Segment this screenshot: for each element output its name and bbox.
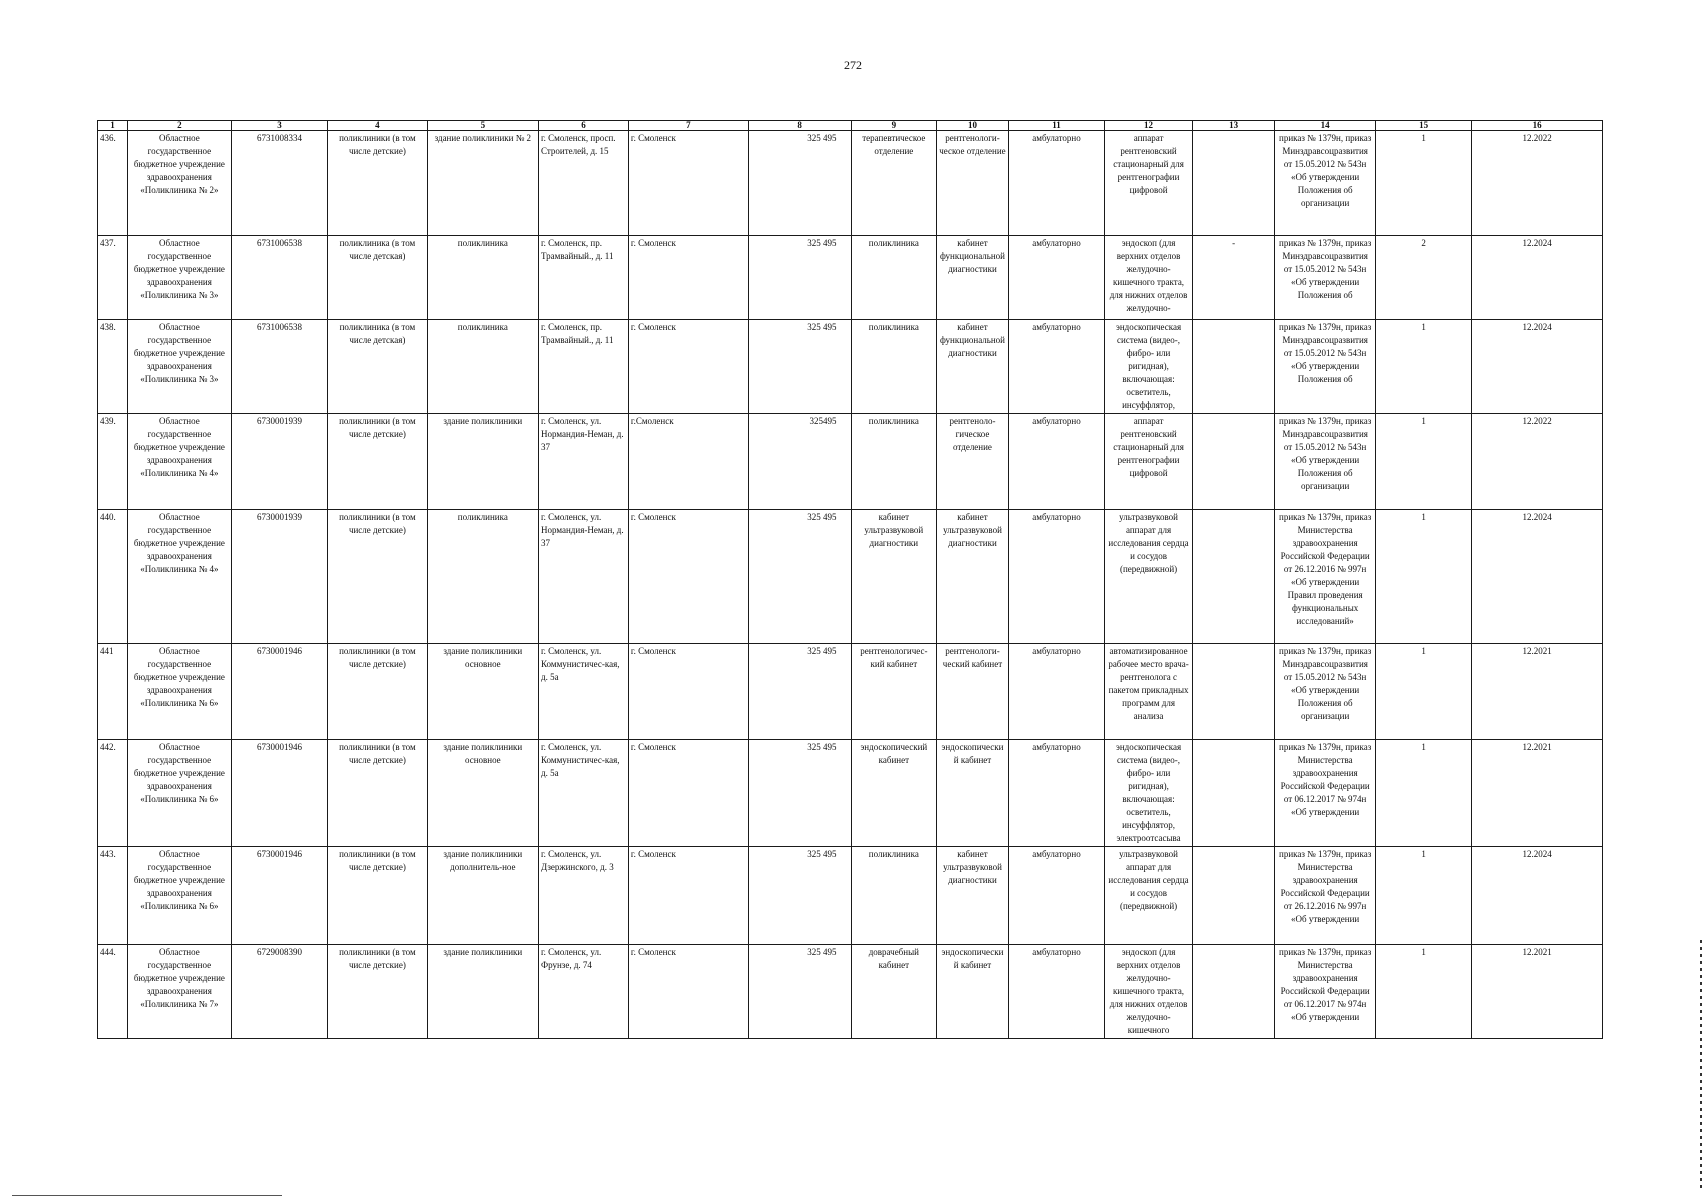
col-header: 7 bbox=[628, 121, 748, 131]
quantity: 1 bbox=[1375, 644, 1471, 740]
equipment-table bbox=[97, 120, 1603, 1039]
due-date: 12.2024 bbox=[1472, 320, 1603, 414]
address: г. Смоленск, просп. Строителей, д. 15 bbox=[538, 131, 628, 236]
inn-code: 6730001946 bbox=[231, 847, 327, 945]
organization-name: Областное государственное бюджетное учреждение здравоохранения «Поликлиника № 6» bbox=[127, 847, 231, 945]
care-mode: амбулаторно bbox=[1008, 320, 1104, 414]
due-date: 12.2024 bbox=[1472, 510, 1603, 644]
inn-code: 6730001946 bbox=[231, 644, 327, 740]
facility-type: поликлиники (в том числе детские) bbox=[328, 510, 428, 644]
care-mode: амбулаторно bbox=[1008, 510, 1104, 644]
legal-order: приказ № 1379н, приказ Минздравсоцразвития от 15.05.2012 № 543н «Об утверждении Положения об организации bbox=[1275, 414, 1376, 510]
row-number: 438. bbox=[98, 320, 128, 414]
building-name: здание поликлиники № 2 bbox=[427, 131, 538, 236]
row-number: 440. bbox=[98, 510, 128, 644]
legal-order: приказ № 1379н, приказ Минздравсоцразвития от 15.05.2012 № 543н «Об утверждении Положения об организации bbox=[1275, 644, 1376, 740]
col-header: 16 bbox=[1472, 121, 1603, 131]
row-number: 441 bbox=[98, 644, 128, 740]
building-name: здание поликлиники дополнитель-ное bbox=[427, 847, 538, 945]
city: г. Смоленск bbox=[628, 740, 748, 847]
inn-code: 6730001939 bbox=[231, 414, 327, 510]
organization-name: Областное государственное бюджетное учреждение здравоохранения «Поликлиника № 6» bbox=[127, 644, 231, 740]
organization-name: Областное государственное бюджетное учреждение здравоохранения «Поликлиника № 6» bbox=[127, 740, 231, 847]
department: кабинет ультразвуковой диагностики bbox=[851, 510, 937, 644]
care-mode: амбулаторно bbox=[1008, 414, 1104, 510]
city: г. Смоленск bbox=[628, 847, 748, 945]
care-mode: амбулаторно bbox=[1008, 131, 1104, 236]
quantity: 2 bbox=[1375, 236, 1471, 320]
organization-name: Областное государственное бюджетное учреждение здравоохранения «Поликлиника № 4» bbox=[127, 414, 231, 510]
facility-type: поликлиники (в том числе детские) bbox=[328, 945, 428, 1039]
column-13: - bbox=[1192, 236, 1274, 320]
equipment-name: автоматизированное рабочее место врача-рентгенолога с пакетом прикладных программ для анализа bbox=[1105, 644, 1193, 740]
department: поликлиника bbox=[851, 236, 937, 320]
row-number: 443. bbox=[98, 847, 128, 945]
organization-name: Областное государственное бюджетное учреждение здравоохранения «Поликлиника № 4» bbox=[127, 510, 231, 644]
quantity: 1 bbox=[1375, 414, 1471, 510]
organization-name: Областное государственное бюджетное учреждение здравоохранения «Поликлиника № 2» bbox=[127, 131, 231, 236]
table-row bbox=[98, 847, 1603, 945]
equipment-name: аппарат рентгеновский стационарный для рентгенографии цифровой bbox=[1105, 131, 1193, 236]
col-header: 1 bbox=[98, 121, 128, 131]
col-header: 8 bbox=[748, 121, 851, 131]
equipment-name: эндоскоп (для верхних отделов желудочно-кишечного тракта, для нижних отделов желудочно- bbox=[1105, 236, 1193, 320]
row-number: 436. bbox=[98, 131, 128, 236]
due-date: 12.2021 bbox=[1472, 740, 1603, 847]
department: поликлиника bbox=[851, 320, 937, 414]
oktmo-code: 325 495 bbox=[748, 740, 851, 847]
row-number: 444. bbox=[98, 945, 128, 1039]
address: г. Смоленск, пр. Трамвайный., д. 11 bbox=[538, 236, 628, 320]
facility-type: поликлиника (в том числе детская) bbox=[328, 320, 428, 414]
inn-code: 6731006538 bbox=[231, 320, 327, 414]
col-header: 10 bbox=[937, 121, 1009, 131]
department: эндоскопический кабинет bbox=[851, 740, 937, 847]
unit-name: рентгенологи-ческий кабинет bbox=[937, 644, 1009, 740]
unit-name: кабинет функциональной диагностики bbox=[937, 236, 1009, 320]
inn-code: 6729008390 bbox=[231, 945, 327, 1039]
col-header: 3 bbox=[231, 121, 327, 131]
inn-code: 6730001946 bbox=[231, 740, 327, 847]
due-date: 12.2022 bbox=[1472, 131, 1603, 236]
unit-name: рентгеноло-гическое отделение bbox=[937, 414, 1009, 510]
care-mode: амбулаторно bbox=[1008, 945, 1104, 1039]
oktmo-code: 325 495 bbox=[748, 945, 851, 1039]
col-header: 15 bbox=[1375, 121, 1471, 131]
equipment-name: ультразвуковой аппарат для исследования сердца и сосудов (передвижной) bbox=[1105, 510, 1193, 644]
table-row bbox=[98, 740, 1603, 847]
due-date: 12.2022 bbox=[1472, 414, 1603, 510]
quantity: 1 bbox=[1375, 320, 1471, 414]
building-name: здание поликлиники bbox=[427, 945, 538, 1039]
col-header: 14 bbox=[1275, 121, 1376, 131]
col-header: 12 bbox=[1105, 121, 1193, 131]
due-date: 12.2021 bbox=[1472, 644, 1603, 740]
unit-name: эндоскопический кабинет bbox=[937, 740, 1009, 847]
table-row bbox=[98, 510, 1603, 644]
city: г. Смоленск bbox=[628, 131, 748, 236]
col-header: 2 bbox=[127, 121, 231, 131]
unit-name: эндоскопический кабинет bbox=[937, 945, 1009, 1039]
row-number: 442. bbox=[98, 740, 128, 847]
oktmo-code: 325 495 bbox=[748, 320, 851, 414]
address: г. Смоленск, ул. Нормандия-Неман, д. 37 bbox=[538, 510, 628, 644]
legal-order: приказ № 1379н, приказ Министерства здравоохранения Российской Федерации от 06.12.2017 № 974н «Об утверждении bbox=[1275, 945, 1376, 1039]
building-name: поликлиника bbox=[427, 320, 538, 414]
column-13 bbox=[1192, 510, 1274, 644]
quantity: 1 bbox=[1375, 945, 1471, 1039]
col-header: 4 bbox=[328, 121, 428, 131]
equipment-name: аппарат рентгеновский стационарный для рентгенографии цифровой bbox=[1105, 414, 1193, 510]
care-mode: амбулаторно bbox=[1008, 236, 1104, 320]
organization-name: Областное государственное бюджетное учреждение здравоохранения «Поликлиника № 3» bbox=[127, 236, 231, 320]
column-13 bbox=[1192, 320, 1274, 414]
quantity: 1 bbox=[1375, 510, 1471, 644]
row-number: 439. bbox=[98, 414, 128, 510]
oktmo-code: 325 495 bbox=[748, 644, 851, 740]
oktmo-code: 325 495 bbox=[748, 510, 851, 644]
header-row bbox=[98, 121, 1603, 131]
building-name: здание поликлиники основное bbox=[427, 740, 538, 847]
column-13 bbox=[1192, 740, 1274, 847]
unit-name: кабинет ультразвуковой диагностики bbox=[937, 847, 1009, 945]
address: г. Смоленск, ул. Коммунистичес-кая, д. 5а bbox=[538, 740, 628, 847]
building-name: здание поликлиники bbox=[427, 414, 538, 510]
oktmo-code: 325495 bbox=[748, 414, 851, 510]
legal-order: приказ № 1379н, приказ Минздравсоцразвития от 15.05.2012 № 543н «Об утверждении Положения об bbox=[1275, 236, 1376, 320]
unit-name: рентгенологи-ческое отделение bbox=[937, 131, 1009, 236]
address: г. Смоленск, ул. Нормандия-Неман, д. 37 bbox=[538, 414, 628, 510]
due-date: 12.2024 bbox=[1472, 847, 1603, 945]
quantity: 1 bbox=[1375, 131, 1471, 236]
footnote-line bbox=[12, 1195, 282, 1196]
table-row bbox=[98, 644, 1603, 740]
city: г. Смоленск bbox=[628, 510, 748, 644]
department: поликлиника bbox=[851, 847, 937, 945]
due-date: 12.2024 bbox=[1472, 236, 1603, 320]
facility-type: поликлиники (в том числе детские) bbox=[328, 740, 428, 847]
row-number: 437. bbox=[98, 236, 128, 320]
care-mode: амбулаторно bbox=[1008, 644, 1104, 740]
oktmo-code: 325 495 bbox=[748, 847, 851, 945]
building-name: поликлиника bbox=[427, 510, 538, 644]
address: г. Смоленск, ул. Фрунзе, д. 74 bbox=[538, 945, 628, 1039]
facility-type: поликлиники (в том числе детские) bbox=[328, 414, 428, 510]
facility-type: поликлиники (в том числе детские) bbox=[328, 847, 428, 945]
col-header: 13 bbox=[1192, 121, 1274, 131]
facility-type: поликлиника (в том числе детская) bbox=[328, 236, 428, 320]
oktmo-code: 325 495 bbox=[748, 131, 851, 236]
organization-name: Областное государственное бюджетное учреждение здравоохранения «Поликлиника № 3» bbox=[127, 320, 231, 414]
scan-margin-mark bbox=[1700, 940, 1702, 1190]
equipment-name: ультразвуковой аппарат для исследования сердца и сосудов (передвижной) bbox=[1105, 847, 1193, 945]
oktmo-code: 325 495 bbox=[748, 236, 851, 320]
col-header: 11 bbox=[1008, 121, 1104, 131]
city: г. Смоленск bbox=[628, 945, 748, 1039]
care-mode: амбулаторно bbox=[1008, 740, 1104, 847]
city: г.Смоленск bbox=[628, 414, 748, 510]
department: терапевтическое отделение bbox=[851, 131, 937, 236]
equipment-name: эндоскоп (для верхних отделов желудочно-кишечного тракта, для нижних отделов желудочно-кишечного bbox=[1105, 945, 1193, 1039]
column-13 bbox=[1192, 644, 1274, 740]
inn-code: 6731008334 bbox=[231, 131, 327, 236]
facility-type: поликлиники (в том числе детские) bbox=[328, 131, 428, 236]
legal-order: приказ № 1379н, приказ Министерства здравоохранения Российской Федерации от 26.12.2016 № 997н «Об утверждении Правил проведения функциональных исследований» bbox=[1275, 510, 1376, 644]
address: г. Смоленск, ул. Коммунистичес-кая, д. 5а bbox=[538, 644, 628, 740]
legal-order: приказ № 1379н, приказ Министерства здравоохранения Российской Федерации от 26.12.2016 № 997н «Об утверждении bbox=[1275, 847, 1376, 945]
legal-order: приказ № 1379н, приказ Министерства здравоохранения Российской Федерации от 06.12.2017 № 974н «Об утверждении bbox=[1275, 740, 1376, 847]
page-number: 272 bbox=[844, 58, 862, 72]
table-row bbox=[98, 414, 1603, 510]
col-header: 9 bbox=[851, 121, 937, 131]
legal-order: приказ № 1379н, приказ Минздравсоцразвития от 15.05.2012 № 543н «Об утверждении Положения об bbox=[1275, 320, 1376, 414]
address: г. Смоленск, ул. Дзержинского, д. 3 bbox=[538, 847, 628, 945]
city: г. Смоленск bbox=[628, 320, 748, 414]
legal-order: приказ № 1379н, приказ Минздравсоцразвития от 15.05.2012 № 543н «Об утверждении Положения об организации bbox=[1275, 131, 1376, 236]
table-row bbox=[98, 320, 1603, 414]
inn-code: 6730001939 bbox=[231, 510, 327, 644]
col-header: 5 bbox=[427, 121, 538, 131]
building-name: здание поликлиники основное bbox=[427, 644, 538, 740]
equipment-name: эндоскопическая система (видео-, фибро- или ригидная), включающая: осветитель, инсуффлятор, электроотсасыва bbox=[1105, 740, 1193, 847]
table-row bbox=[98, 945, 1603, 1039]
column-13 bbox=[1192, 847, 1274, 945]
city: г. Смоленск bbox=[628, 236, 748, 320]
quantity: 1 bbox=[1375, 847, 1471, 945]
city: г. Смоленск bbox=[628, 644, 748, 740]
organization-name: Областное государственное бюджетное учреждение здравоохранения «Поликлиника № 7» bbox=[127, 945, 231, 1039]
table-row bbox=[98, 131, 1603, 236]
col-header: 6 bbox=[538, 121, 628, 131]
due-date: 12.2021 bbox=[1472, 945, 1603, 1039]
inn-code: 6731006538 bbox=[231, 236, 327, 320]
department: поликлиника bbox=[851, 414, 937, 510]
care-mode: амбулаторно bbox=[1008, 847, 1104, 945]
department: доврачебный кабинет bbox=[851, 945, 937, 1039]
equipment-name: эндоскопическая система (видео-, фибро- или ригидная), включающая: осветитель, инсуффлятор, bbox=[1105, 320, 1193, 414]
table-row bbox=[98, 236, 1603, 320]
unit-name: кабинет ультразвуковой диагностики bbox=[937, 510, 1009, 644]
column-13 bbox=[1192, 414, 1274, 510]
unit-name: кабинет функциональной диагностики bbox=[937, 320, 1009, 414]
quantity: 1 bbox=[1375, 740, 1471, 847]
department: рентгенологичес-кий кабинет bbox=[851, 644, 937, 740]
column-13 bbox=[1192, 131, 1274, 236]
address: г. Смоленск, пр. Трамвайный., д. 11 bbox=[538, 320, 628, 414]
facility-type: поликлиники (в том числе детские) bbox=[328, 644, 428, 740]
building-name: поликлиника bbox=[427, 236, 538, 320]
column-13 bbox=[1192, 945, 1274, 1039]
